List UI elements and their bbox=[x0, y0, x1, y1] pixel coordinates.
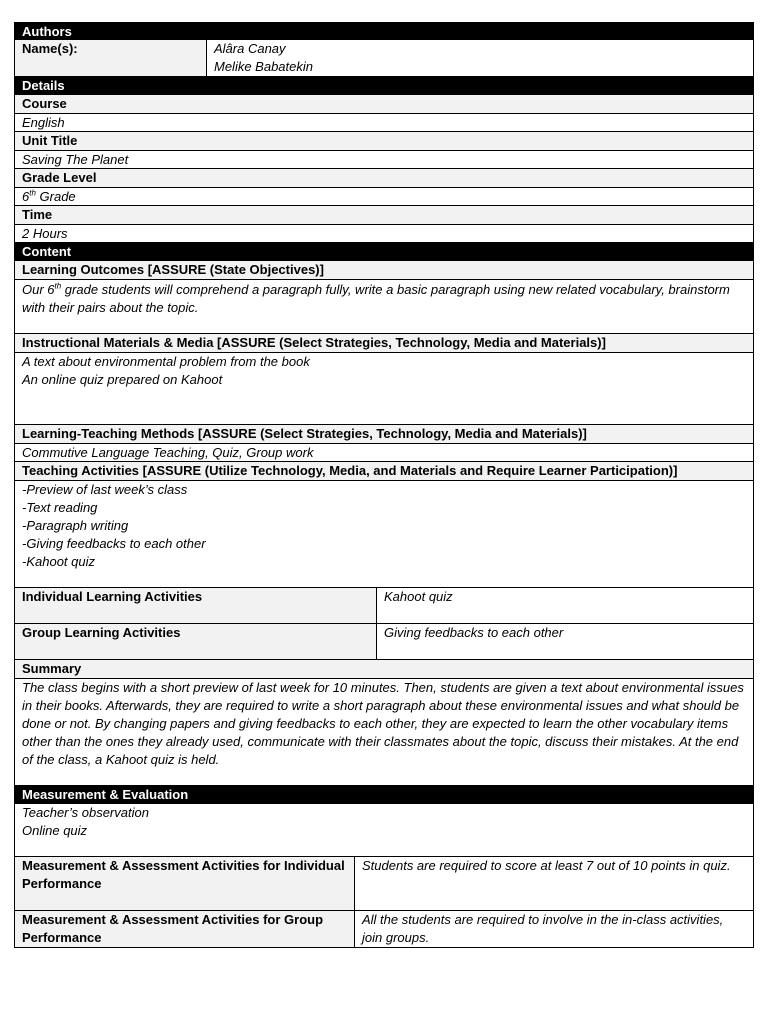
individual-activities-value: Kahoot quiz bbox=[376, 588, 753, 623]
evaluation-method: Online quiz bbox=[22, 823, 88, 838]
learning-outcomes-value bbox=[14, 280, 754, 334]
summary-label: Summary bbox=[14, 660, 754, 679]
author-name: Alâra Canay bbox=[214, 41, 286, 56]
grade-word: Grade bbox=[35, 189, 76, 204]
methods-value: Commutive Language Teaching, Quiz, Group work bbox=[14, 444, 754, 462]
group-assessment-row bbox=[14, 911, 754, 948]
grade-number: 6 bbox=[22, 189, 30, 204]
grade-level-label: Grade Level bbox=[14, 169, 754, 188]
individual-activities-label: Individual Learning Activities bbox=[15, 588, 376, 623]
outcomes-text-end: grade students will comprehend a paragraph fully, write a basic paragraph using new related vocabulary, brainstorm with their pairs about the topic. bbox=[22, 282, 730, 315]
activity-item: -Preview of last week’s class bbox=[22, 482, 188, 497]
methods-label: Learning-Teaching Methods [ASSURE (Select Strategies, Technology, Media and Materials)] bbox=[14, 425, 754, 444]
grade-level-value bbox=[14, 188, 754, 206]
group-assessment-value: All the students are required to involve in the in-class activities, join groups. bbox=[354, 911, 753, 947]
content-header: Content bbox=[14, 243, 754, 261]
evaluation-method: Teacher’s observation bbox=[22, 805, 149, 820]
summary-value: The class begins with a short preview of last week for 10 minutes. Then, students are given a text about environmental issues in their books. Afterwards, they are required to write a short paragraph about these environmental issues and what should be done or not. By changing papers and giving feedbacks to each other, they are expected to learn the other vocabulary items other than the ones they already used, communicate with their classmates about the topic, discuss their mistakes. At the end of the class, a Kahoot quiz is held. bbox=[14, 679, 754, 786]
materials-value bbox=[14, 353, 754, 425]
group-activities-row bbox=[14, 624, 754, 660]
individual-assessment-label: Measurement & Assessment Activities for Individual Performance bbox=[15, 857, 354, 910]
learning-outcomes-label: Learning Outcomes [ASSURE (State Objectives)] bbox=[14, 261, 754, 280]
activity-item: -Kahoot quiz bbox=[22, 554, 95, 569]
activity-item: -Text reading bbox=[22, 500, 98, 515]
unit-title-value: Saving The Planet bbox=[14, 151, 754, 169]
grade-suffix: th bbox=[29, 188, 36, 198]
teaching-activities-label: Teaching Activities [ASSURE (Utilize Technology, Media, and Materials and Require Learner Participation)] bbox=[14, 462, 754, 481]
activity-item: -Giving feedbacks to each other bbox=[22, 536, 206, 551]
author-name: Melike Babatekin bbox=[214, 59, 313, 74]
teaching-activities-value bbox=[14, 481, 754, 588]
group-activities-label: Group Learning Activities bbox=[15, 624, 376, 659]
unit-title-label: Unit Title bbox=[14, 132, 754, 151]
lesson-plan-document bbox=[14, 22, 754, 948]
names-label: Name(s): bbox=[15, 40, 206, 76]
material-item: A text about environmental problem from the book bbox=[22, 354, 310, 369]
names-value bbox=[206, 40, 753, 76]
authors-row bbox=[14, 40, 754, 77]
outcomes-sup: th bbox=[54, 281, 62, 291]
individual-activities-row bbox=[14, 588, 754, 624]
material-item: An online quiz prepared on Kahoot bbox=[22, 372, 223, 387]
details-header: Details bbox=[14, 77, 754, 95]
individual-assessment-value: Students are required to score at least 7 out of 10 points in quiz. bbox=[354, 857, 753, 910]
evaluation-methods bbox=[14, 804, 754, 857]
evaluation-header: Measurement & Evaluation bbox=[14, 786, 754, 804]
outcomes-text-start: Our 6 bbox=[22, 282, 55, 297]
group-activities-value: Giving feedbacks to each other bbox=[376, 624, 753, 659]
group-assessment-label: Measurement & Assessment Activities for Group Performance bbox=[15, 911, 354, 947]
time-label: Time bbox=[14, 206, 754, 225]
activity-item: -Paragraph writing bbox=[22, 518, 129, 533]
authors-header: Authors bbox=[14, 22, 754, 40]
time-value: 2 Hours bbox=[14, 225, 754, 243]
course-label: Course bbox=[14, 95, 754, 114]
course-value: English bbox=[14, 114, 754, 132]
individual-assessment-row bbox=[14, 857, 754, 911]
materials-label: Instructional Materials & Media [ASSURE (Select Strategies, Technology, Media and Materials)] bbox=[14, 334, 754, 353]
